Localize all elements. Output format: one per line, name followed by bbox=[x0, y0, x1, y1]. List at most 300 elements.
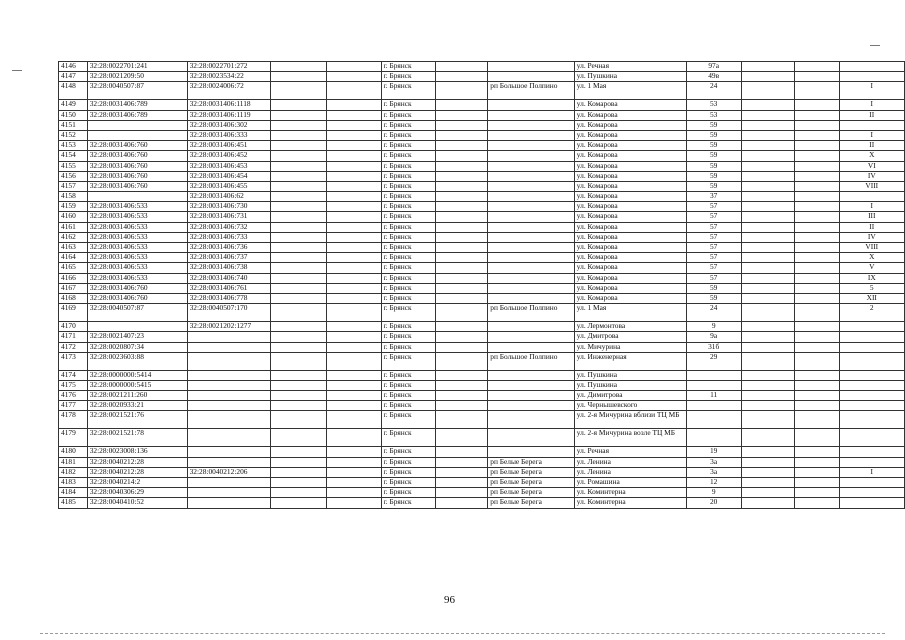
row-number: 4174 bbox=[59, 370, 88, 380]
city-cell: г. Брянск bbox=[381, 222, 435, 232]
table-row bbox=[59, 212, 905, 222]
district-cell bbox=[488, 253, 575, 263]
cadastral-number: 32:28:0021521:78 bbox=[87, 429, 187, 447]
empty-cell bbox=[270, 467, 326, 477]
street-cell: ул. Речная bbox=[574, 447, 686, 457]
cadastral-number: 32:28:0040306:29 bbox=[87, 488, 187, 498]
building-cadastral-number: 32:28:0031406:451 bbox=[187, 141, 270, 151]
building-cadastral-number: 32:28:0031406:733 bbox=[187, 232, 270, 242]
empty-cell bbox=[435, 322, 487, 332]
house-number-cell: 57 bbox=[686, 222, 741, 232]
district-cell: рп Белые Берега bbox=[488, 478, 575, 488]
building-part-cell bbox=[839, 380, 904, 390]
empty-cell bbox=[270, 478, 326, 488]
empty-cell bbox=[741, 391, 794, 401]
row-number: 4147 bbox=[59, 72, 88, 82]
building-cadastral-number bbox=[187, 411, 270, 429]
district-cell bbox=[488, 192, 575, 202]
cadastral-number: 32:28:0022701:241 bbox=[87, 62, 187, 72]
house-number-cell: 59 bbox=[686, 151, 741, 161]
building-part-cell bbox=[839, 447, 904, 457]
district-cell bbox=[488, 380, 575, 390]
row-number: 4158 bbox=[59, 192, 88, 202]
empty-cell bbox=[794, 478, 839, 488]
street-cell: ул. Комарова bbox=[574, 181, 686, 191]
house-number-cell: 59 bbox=[686, 181, 741, 191]
empty-cell bbox=[794, 243, 839, 253]
empty-cell bbox=[270, 457, 326, 467]
empty-cell bbox=[270, 352, 326, 370]
empty-cell bbox=[327, 192, 381, 202]
house-number-cell: 59 bbox=[686, 161, 741, 171]
empty-cell bbox=[435, 110, 487, 120]
empty-cell bbox=[794, 82, 839, 100]
empty-cell bbox=[794, 100, 839, 110]
street-cell: ул. Чернышевского bbox=[574, 401, 686, 411]
table-row bbox=[59, 293, 905, 303]
district-cell: рп Белые Берега bbox=[488, 498, 575, 508]
cadastral-number bbox=[87, 192, 187, 202]
empty-cell bbox=[741, 222, 794, 232]
page-number: 96 bbox=[444, 594, 455, 606]
empty-cell bbox=[435, 151, 487, 161]
empty-cell bbox=[794, 120, 839, 130]
empty-cell bbox=[794, 110, 839, 120]
empty-cell bbox=[794, 342, 839, 352]
empty-cell bbox=[794, 429, 839, 447]
empty-cell bbox=[741, 253, 794, 263]
empty-cell bbox=[794, 401, 839, 411]
row-number: 4185 bbox=[59, 498, 88, 508]
city-cell: г. Брянск bbox=[381, 151, 435, 161]
empty-cell bbox=[435, 120, 487, 130]
empty-cell bbox=[435, 192, 487, 202]
table-row bbox=[59, 110, 905, 120]
building-part-cell bbox=[839, 332, 904, 342]
row-number: 4181 bbox=[59, 457, 88, 467]
empty-cell bbox=[270, 212, 326, 222]
cadastral-number: 32:28:0031406:760 bbox=[87, 293, 187, 303]
table-row bbox=[59, 370, 905, 380]
empty-cell bbox=[435, 411, 487, 429]
empty-cell bbox=[435, 100, 487, 110]
city-cell: г. Брянск bbox=[381, 263, 435, 273]
empty-cell bbox=[435, 283, 487, 293]
city-cell: г. Брянск bbox=[381, 411, 435, 429]
table-row bbox=[59, 498, 905, 508]
city-cell: г. Брянск bbox=[381, 488, 435, 498]
empty-cell bbox=[741, 100, 794, 110]
district-cell bbox=[488, 401, 575, 411]
empty-cell bbox=[435, 498, 487, 508]
building-cadastral-number: 32:28:0031406:732 bbox=[187, 222, 270, 232]
city-cell: г. Брянск bbox=[381, 171, 435, 181]
building-part-cell bbox=[839, 72, 904, 82]
city-cell: г. Брянск bbox=[381, 100, 435, 110]
city-cell: г. Брянск bbox=[381, 342, 435, 352]
empty-cell bbox=[327, 171, 381, 181]
cadastral-number: 32:28:0020807:34 bbox=[87, 342, 187, 352]
district-cell bbox=[488, 232, 575, 242]
empty-cell bbox=[270, 263, 326, 273]
empty-cell bbox=[270, 110, 326, 120]
empty-cell bbox=[327, 370, 381, 380]
empty-cell bbox=[794, 202, 839, 212]
house-number-cell: 59 bbox=[686, 171, 741, 181]
building-part-cell: I bbox=[839, 202, 904, 212]
district-cell bbox=[488, 171, 575, 181]
empty-cell bbox=[435, 488, 487, 498]
empty-cell bbox=[270, 202, 326, 212]
empty-cell bbox=[435, 130, 487, 140]
street-cell: ул. 1 Мая bbox=[574, 82, 686, 100]
cadastral-number: 32:28:0031406:533 bbox=[87, 232, 187, 242]
empty-cell bbox=[270, 62, 326, 72]
table-row bbox=[59, 62, 905, 72]
street-cell: ул. Комарова bbox=[574, 253, 686, 263]
city-cell: г. Брянск bbox=[381, 232, 435, 242]
district-cell bbox=[488, 243, 575, 253]
table-row bbox=[59, 72, 905, 82]
building-part-cell: XII bbox=[839, 293, 904, 303]
cadastral-number: 32:28:0040212:28 bbox=[87, 457, 187, 467]
building-part-cell: II bbox=[839, 110, 904, 120]
building-part-cell bbox=[839, 478, 904, 488]
table-row bbox=[59, 181, 905, 191]
empty-cell bbox=[741, 212, 794, 222]
building-part-cell bbox=[839, 352, 904, 370]
district-cell bbox=[488, 222, 575, 232]
building-cadastral-number: 32:28:0031406:452 bbox=[187, 151, 270, 161]
building-part-cell: I bbox=[839, 82, 904, 100]
row-number: 4175 bbox=[59, 380, 88, 390]
empty-cell bbox=[327, 332, 381, 342]
street-cell: ул. Комарова bbox=[574, 243, 686, 253]
empty-cell bbox=[270, 151, 326, 161]
cadastral-number: 32:28:0031406:760 bbox=[87, 283, 187, 293]
row-number: 4155 bbox=[59, 161, 88, 171]
empty-cell bbox=[435, 161, 487, 171]
empty-cell bbox=[270, 273, 326, 283]
district-cell: рп Большое Полпино bbox=[488, 304, 575, 322]
table-row bbox=[59, 380, 905, 390]
house-number-cell: 97а bbox=[686, 62, 741, 72]
empty-cell bbox=[794, 498, 839, 508]
building-part-cell: IV bbox=[839, 171, 904, 181]
building-cadastral-number: 32:28:0024006:72 bbox=[187, 82, 270, 100]
row-number: 4149 bbox=[59, 100, 88, 110]
empty-cell bbox=[794, 273, 839, 283]
cadastral-number: 32:28:0031406:760 bbox=[87, 151, 187, 161]
records-table bbox=[58, 61, 905, 509]
cadastral-number: 32:28:0031406:533 bbox=[87, 243, 187, 253]
house-number-cell: 57 bbox=[686, 202, 741, 212]
house-number-cell: 49в bbox=[686, 72, 741, 82]
table-row bbox=[59, 467, 905, 477]
house-number-cell: 3а bbox=[686, 457, 741, 467]
empty-cell bbox=[741, 273, 794, 283]
empty-cell bbox=[270, 488, 326, 498]
street-cell: ул. Комарова bbox=[574, 100, 686, 110]
cadastral-number: 32:28:0031406:760 bbox=[87, 141, 187, 151]
city-cell: г. Брянск bbox=[381, 352, 435, 370]
table-row bbox=[59, 322, 905, 332]
cadastral-number: 32:28:0031406:760 bbox=[87, 171, 187, 181]
district-cell bbox=[488, 322, 575, 332]
empty-cell bbox=[327, 293, 381, 303]
row-number: 4165 bbox=[59, 263, 88, 273]
building-cadastral-number: 32:28:0040212:206 bbox=[187, 467, 270, 477]
empty-cell bbox=[741, 293, 794, 303]
table-row bbox=[59, 488, 905, 498]
empty-cell bbox=[435, 352, 487, 370]
city-cell: г. Брянск bbox=[381, 202, 435, 212]
empty-cell bbox=[327, 342, 381, 352]
empty-cell bbox=[327, 222, 381, 232]
row-number: 4170 bbox=[59, 322, 88, 332]
table-row bbox=[59, 478, 905, 488]
house-number-cell bbox=[686, 380, 741, 390]
empty-cell bbox=[741, 370, 794, 380]
building-cadastral-number: 32:28:0031406:738 bbox=[187, 263, 270, 273]
empty-cell bbox=[741, 401, 794, 411]
building-part-cell: I bbox=[839, 100, 904, 110]
empty-cell bbox=[741, 478, 794, 488]
house-number-cell: 37 bbox=[686, 192, 741, 202]
empty-cell bbox=[327, 429, 381, 447]
building-cadastral-number: 32:28:0023534:22 bbox=[187, 72, 270, 82]
row-number: 4154 bbox=[59, 151, 88, 161]
building-part-cell: I bbox=[839, 467, 904, 477]
city-cell: г. Брянск bbox=[381, 243, 435, 253]
empty-cell bbox=[741, 380, 794, 390]
table-row bbox=[59, 141, 905, 151]
empty-cell bbox=[270, 332, 326, 342]
building-cadastral-number bbox=[187, 447, 270, 457]
empty-cell bbox=[741, 322, 794, 332]
building-part-cell: III bbox=[839, 212, 904, 222]
empty-cell bbox=[741, 120, 794, 130]
empty-cell bbox=[327, 120, 381, 130]
empty-cell bbox=[270, 120, 326, 130]
building-cadastral-number: 32:28:0031406:455 bbox=[187, 181, 270, 191]
empty-cell bbox=[435, 370, 487, 380]
table-row bbox=[59, 171, 905, 181]
district-cell bbox=[488, 429, 575, 447]
building-cadastral-number bbox=[187, 478, 270, 488]
street-cell: ул. Комарова bbox=[574, 293, 686, 303]
empty-cell bbox=[794, 62, 839, 72]
empty-cell bbox=[270, 192, 326, 202]
empty-cell bbox=[270, 100, 326, 110]
empty-cell bbox=[327, 181, 381, 191]
row-number: 4178 bbox=[59, 411, 88, 429]
street-cell: ул. Комарова bbox=[574, 161, 686, 171]
empty-cell bbox=[270, 429, 326, 447]
cadastral-number: 32:28:0031406:533 bbox=[87, 212, 187, 222]
empty-cell bbox=[794, 332, 839, 342]
empty-cell bbox=[794, 370, 839, 380]
city-cell: г. Брянск bbox=[381, 467, 435, 477]
empty-cell bbox=[435, 380, 487, 390]
house-number-cell: 57 bbox=[686, 273, 741, 283]
city-cell: г. Брянск bbox=[381, 141, 435, 151]
row-number: 4172 bbox=[59, 342, 88, 352]
cadastral-number: 32:28:0021211:260 bbox=[87, 391, 187, 401]
row-number: 4164 bbox=[59, 253, 88, 263]
street-cell: ул. Комарова bbox=[574, 202, 686, 212]
empty-cell bbox=[270, 232, 326, 242]
empty-cell bbox=[794, 151, 839, 161]
empty-cell bbox=[435, 391, 487, 401]
row-number: 4180 bbox=[59, 447, 88, 457]
empty-cell bbox=[327, 478, 381, 488]
house-number-cell: 53 bbox=[686, 110, 741, 120]
table-row bbox=[59, 243, 905, 253]
empty-cell bbox=[327, 243, 381, 253]
district-cell bbox=[488, 130, 575, 140]
empty-cell bbox=[794, 352, 839, 370]
house-number-cell: 29 bbox=[686, 352, 741, 370]
building-part-cell: II bbox=[839, 141, 904, 151]
building-cadastral-number: 32:28:0031406:761 bbox=[187, 283, 270, 293]
empty-cell bbox=[794, 222, 839, 232]
city-cell: г. Брянск bbox=[381, 478, 435, 488]
empty-cell bbox=[327, 304, 381, 322]
house-number-cell: 24 bbox=[686, 82, 741, 100]
table-row bbox=[59, 222, 905, 232]
table-row bbox=[59, 447, 905, 457]
cadastral-number bbox=[87, 322, 187, 332]
street-cell: ул. Комарова bbox=[574, 222, 686, 232]
empty-cell bbox=[794, 171, 839, 181]
city-cell: г. Брянск bbox=[381, 457, 435, 467]
cadastral-number: 32:28:0000000:5414 bbox=[87, 370, 187, 380]
empty-cell bbox=[794, 161, 839, 171]
empty-cell bbox=[327, 457, 381, 467]
cadastral-number: 32:28:0040507:87 bbox=[87, 82, 187, 100]
building-cadastral-number: 32:28:0031406:453 bbox=[187, 161, 270, 171]
house-number-cell bbox=[686, 429, 741, 447]
house-number-cell bbox=[686, 370, 741, 380]
empty-cell bbox=[327, 401, 381, 411]
empty-cell bbox=[270, 253, 326, 263]
empty-cell bbox=[327, 263, 381, 273]
house-number-cell: 9 bbox=[686, 322, 741, 332]
empty-cell bbox=[435, 342, 487, 352]
building-cadastral-number bbox=[187, 391, 270, 401]
district-cell: рп Белые Берега bbox=[488, 457, 575, 467]
building-part-cell bbox=[839, 342, 904, 352]
row-number: 4169 bbox=[59, 304, 88, 322]
district-cell bbox=[488, 273, 575, 283]
empty-cell bbox=[327, 498, 381, 508]
cadastral-number: 32:28:0031406:760 bbox=[87, 161, 187, 171]
table-row bbox=[59, 401, 905, 411]
table-row bbox=[59, 130, 905, 140]
building-cadastral-number: 32:28:0031406:454 bbox=[187, 171, 270, 181]
building-cadastral-number: 32:28:0022701:272 bbox=[187, 62, 270, 72]
street-cell: ул. Комарова bbox=[574, 192, 686, 202]
row-number: 4166 bbox=[59, 273, 88, 283]
row-number: 4150 bbox=[59, 110, 88, 120]
building-part-cell: VI bbox=[839, 161, 904, 171]
empty-cell bbox=[435, 273, 487, 283]
empty-cell bbox=[327, 151, 381, 161]
table-row bbox=[59, 151, 905, 161]
empty-cell bbox=[741, 110, 794, 120]
cadastral-number: 32:28:0031406:789 bbox=[87, 100, 187, 110]
empty-cell bbox=[327, 82, 381, 100]
table-row bbox=[59, 202, 905, 212]
cadastral-number: 32:28:0021209:50 bbox=[87, 72, 187, 82]
empty-cell bbox=[794, 447, 839, 457]
row-number: 4177 bbox=[59, 401, 88, 411]
empty-cell bbox=[435, 171, 487, 181]
table-row bbox=[59, 82, 905, 100]
house-number-cell: 3а bbox=[686, 467, 741, 477]
row-number: 4156 bbox=[59, 171, 88, 181]
empty-cell bbox=[794, 391, 839, 401]
building-cadastral-number bbox=[187, 401, 270, 411]
empty-cell bbox=[741, 181, 794, 191]
row-number: 4160 bbox=[59, 212, 88, 222]
building-cadastral-number bbox=[187, 342, 270, 352]
street-cell: ул. Комарова bbox=[574, 141, 686, 151]
cadastral-number: 32:28:0040410:52 bbox=[87, 498, 187, 508]
city-cell: г. Брянск bbox=[381, 253, 435, 263]
building-cadastral-number: 32:28:0031406:333 bbox=[187, 130, 270, 140]
row-number: 4157 bbox=[59, 181, 88, 191]
empty-cell bbox=[327, 212, 381, 222]
cadastral-number: 32:28:0040507:87 bbox=[87, 304, 187, 322]
district-cell bbox=[488, 72, 575, 82]
empty-cell bbox=[741, 72, 794, 82]
house-number-cell: 57 bbox=[686, 253, 741, 263]
empty-cell bbox=[435, 253, 487, 263]
table-row bbox=[59, 429, 905, 447]
cadastral-number: 32:28:0031406:760 bbox=[87, 181, 187, 191]
street-cell: ул. 2-я Мичурина возле ТЦ МБ bbox=[574, 429, 686, 447]
empty-cell bbox=[435, 202, 487, 212]
building-part-cell bbox=[839, 192, 904, 202]
city-cell: г. Брянск bbox=[381, 322, 435, 332]
building-cadastral-number: 32:28:0031406:778 bbox=[187, 293, 270, 303]
empty-cell bbox=[741, 151, 794, 161]
empty-cell bbox=[794, 293, 839, 303]
house-number-cell: 12 bbox=[686, 478, 741, 488]
district-cell bbox=[488, 141, 575, 151]
city-cell: г. Брянск bbox=[381, 62, 435, 72]
building-cadastral-number bbox=[187, 498, 270, 508]
empty-cell bbox=[327, 352, 381, 370]
house-number-cell: 53 bbox=[686, 100, 741, 110]
district-cell: рп Большое Полпино bbox=[488, 82, 575, 100]
table-row bbox=[59, 352, 905, 370]
empty-cell bbox=[435, 232, 487, 242]
empty-cell bbox=[741, 304, 794, 322]
building-part-cell bbox=[839, 391, 904, 401]
building-part-cell: VIII bbox=[839, 243, 904, 253]
street-cell: ул. Лермонтова bbox=[574, 322, 686, 332]
district-cell: рп Большое Полпино bbox=[488, 352, 575, 370]
cadastral-number: 32:28:0023603:88 bbox=[87, 352, 187, 370]
row-number: 4148 bbox=[59, 82, 88, 100]
house-number-cell bbox=[686, 401, 741, 411]
city-cell: г. Брянск bbox=[381, 192, 435, 202]
empty-cell bbox=[327, 253, 381, 263]
scan-edge-line bbox=[40, 633, 885, 635]
